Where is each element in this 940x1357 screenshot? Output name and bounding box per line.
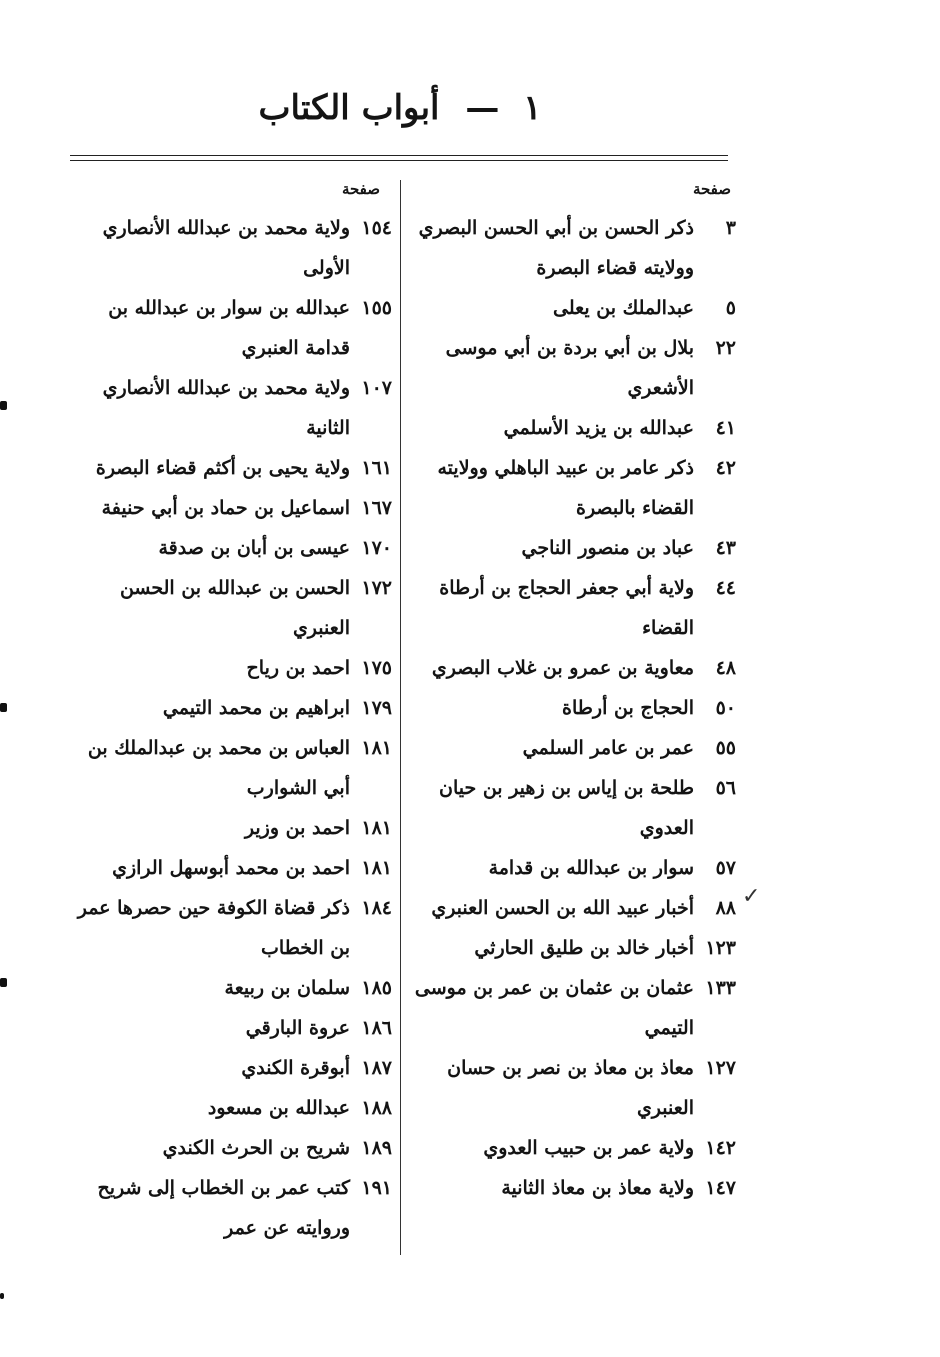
toc-page-number: ١٨٩ xyxy=(361,1137,392,1159)
toc-entry-title: احمد بن وزير xyxy=(244,817,350,839)
margin-mark xyxy=(0,401,7,410)
toc-entry-title: عبدالملك بن يعلى xyxy=(553,297,694,319)
toc-entry xyxy=(70,1128,392,1168)
toc-entry xyxy=(70,528,392,568)
toc-entry-title: عروة البارقي xyxy=(245,1017,350,1039)
toc-entry xyxy=(70,1008,392,1048)
toc-page-number: ٤٤ xyxy=(715,577,736,599)
toc-entry xyxy=(408,648,736,688)
toc-page-number: ١٨٤ xyxy=(361,897,392,919)
toc-entry xyxy=(408,288,736,328)
toc-entry xyxy=(70,1088,392,1128)
toc-entry-title: ذكر الحسن بن أبي الحسن البصري وولايته قضاء البصرة xyxy=(418,217,694,279)
toc-entry xyxy=(408,448,736,528)
toc-entry-title: ولاية محمد بن عبدالله الأنصاري الأولى xyxy=(102,217,350,279)
toc-entry-title: ذكر عامر بن عبيد الباهلي وولايته القضاء بالبصرة xyxy=(437,457,694,519)
toc-page-number: ٥٧ xyxy=(715,857,736,879)
toc-entry xyxy=(70,288,392,368)
toc-page-number: ١٤٧ xyxy=(705,1177,736,1199)
toc-entry-title: عبدالله بن يزيد الأسلمي xyxy=(503,417,694,439)
toc-entry xyxy=(408,728,736,768)
toc-entry-title: أخبار خالد بن طليق الحارثي xyxy=(474,937,694,959)
toc-entry xyxy=(408,888,736,928)
toc-entry xyxy=(70,968,392,1008)
toc-page-number: ٥ xyxy=(725,297,736,319)
right-column-header: صفحة xyxy=(692,180,731,198)
toc-page-number: ٢٢ xyxy=(715,337,736,359)
toc-entry xyxy=(70,728,392,808)
toc-entry xyxy=(70,568,392,648)
left-entry-list xyxy=(70,208,392,1248)
toc-entry xyxy=(408,1128,736,1168)
toc-page-number: ٤٨ xyxy=(715,657,736,679)
toc-page-number: ١٢٧ xyxy=(705,1057,736,1079)
toc-entry xyxy=(70,688,392,728)
toc-entry-title: احمد بن محمد أبوسهل الرازي xyxy=(112,857,350,879)
toc-entry xyxy=(70,368,392,448)
toc-entry xyxy=(70,888,392,968)
toc-entry xyxy=(408,328,736,408)
toc-entry xyxy=(408,408,736,448)
toc-page-number: ١٦٧ xyxy=(361,497,392,519)
title-rule-bottom xyxy=(70,160,728,161)
toc-entry-title: ولاية عمر بن حبيب العدوي xyxy=(483,1137,694,1159)
title-number: ١ xyxy=(523,88,542,128)
toc-entry-title: عبدالله بن سوار بن عبدالله بن قدامة العنبري xyxy=(108,297,350,359)
toc-page-number: ١٧٢ xyxy=(361,577,392,599)
toc-entry-title: ولاية أبي جعفر الحجاج بن أرطاة القضاء xyxy=(439,577,694,639)
toc-page-number: ١٦١ xyxy=(361,457,392,479)
toc-page-number: ١٣٣ xyxy=(705,977,736,999)
toc-page-number: ١٥٤ xyxy=(361,217,392,239)
toc-entry-title: سوار بن عبدالله بن قدامة xyxy=(488,857,694,879)
toc-page-number: ٤٣ xyxy=(715,537,736,559)
left-column xyxy=(70,176,392,1248)
toc-entry-title: الحجاج بن أرطاة xyxy=(562,697,694,719)
toc-entry-title: ابراهيم بن محمد التيمي xyxy=(162,697,350,719)
toc-page-number: ١٠٧ xyxy=(361,377,392,399)
toc-entry xyxy=(408,208,736,288)
toc-entry xyxy=(70,648,392,688)
toc-page-number: ١٨٥ xyxy=(361,977,392,999)
toc-page-number: ١٨١ xyxy=(361,857,392,879)
toc-page-number: ٥٥ xyxy=(715,737,736,759)
toc-entry xyxy=(408,968,736,1048)
toc-page-number: ١٧٩ xyxy=(361,697,392,719)
toc-page-number: ١٨٨ xyxy=(361,1097,392,1119)
margin-mark xyxy=(0,703,7,712)
toc-entry-title: بلال بن أبي بردة بن أبي موسى الأشعري xyxy=(445,337,694,399)
toc-page-number: ١٩١ xyxy=(361,1177,392,1199)
toc-entry-title: ولاية معاذ بن معاذ الثانية xyxy=(501,1177,694,1199)
toc-entry-title: عمر بن عامر السلمي xyxy=(522,737,694,759)
toc-entry xyxy=(70,1168,392,1248)
right-entry-list xyxy=(408,208,736,1208)
toc-page-number: ١٨٦ xyxy=(361,1017,392,1039)
toc-entry xyxy=(70,488,392,528)
toc-entry-title: ذكر قضاة الكوفة حين حصرها عمر بن الخطاب xyxy=(77,897,350,959)
toc-page-number: ١٧٥ xyxy=(361,657,392,679)
toc-entry xyxy=(70,208,392,288)
toc-entry xyxy=(408,1168,736,1208)
toc-entry-title: عبدالله بن مسعود xyxy=(207,1097,350,1119)
check-mark: ✓ xyxy=(742,884,761,909)
toc-page-number: ١٥٥ xyxy=(361,297,392,319)
toc-entry xyxy=(408,568,736,648)
toc-entry-title: احمد بن رياح xyxy=(246,657,350,679)
toc-entry-title: كتب عمر بن الخطاب إلى شريح وروايته عن عمر xyxy=(97,1177,350,1239)
toc-entry-title: أبوقرة الكندي xyxy=(241,1057,350,1079)
toc-entry-title: معاوية بن عمرو بن غلاب البصري xyxy=(431,657,694,679)
toc-entry-title: ولاية يحيى بن أكثم قضاء البصرة xyxy=(95,457,350,479)
toc-page-number: ١٨١ xyxy=(361,817,392,839)
title-dash: — xyxy=(465,88,500,128)
toc-entry-title: طلحة بن إياس بن زهير بن حيان العدوي xyxy=(439,777,694,839)
column-divider xyxy=(400,180,401,1255)
toc-page-number: ٤١ xyxy=(715,417,736,439)
toc-entry-title: أخبار عبيد الله بن الحسن العنبري xyxy=(431,897,694,919)
toc-entry-title: العباس بن محمد بن عبدالملك بن أبي الشوارب xyxy=(87,737,350,799)
toc-entry xyxy=(70,808,392,848)
toc-entry-title: عباد بن منصور الناجي xyxy=(521,537,694,559)
page-title xyxy=(240,88,560,128)
toc-entry xyxy=(408,528,736,568)
toc-entry xyxy=(70,448,392,488)
toc-entry xyxy=(408,768,736,848)
toc-page-number: ٨٨ xyxy=(715,897,736,919)
toc-entry-title: اسماعيل بن حماد بن أبي حنيفة xyxy=(101,497,350,519)
toc-page-number: ١٨٧ xyxy=(361,1057,392,1079)
toc-entry xyxy=(408,848,736,888)
toc-entry-title: معاذ بن معاذ بن نصر بن حسان العنبري xyxy=(447,1057,694,1119)
toc-entry-title: شريح بن الحرث الكندي xyxy=(162,1137,350,1159)
toc-page-number: ٣ xyxy=(725,217,736,239)
toc-entry xyxy=(70,1048,392,1088)
toc-page-number: ٥٦ xyxy=(715,777,736,799)
toc-entry-title: عثمان بن عثمان بن عمر بن موسى التيمي xyxy=(414,977,694,1039)
toc-page-number: ١٤٢ xyxy=(705,1137,736,1159)
toc-page-number: ١٨١ xyxy=(361,737,392,759)
toc-entry-title: سلمان بن ربيعة xyxy=(224,977,350,999)
toc-entry xyxy=(408,1048,736,1128)
toc-page-number: ٤٢ xyxy=(715,457,736,479)
toc-entry xyxy=(408,928,736,968)
left-column-header: صفحة xyxy=(341,180,380,198)
margin-mark xyxy=(0,978,7,987)
toc-entry-title: ولاية محمد بن عبدالله الأنصاري الثانية xyxy=(102,377,350,439)
toc-page-number: ١٧٠ xyxy=(361,537,392,559)
title-text: أبواب الكتاب xyxy=(258,88,440,128)
toc-page-number: ١٢٣ xyxy=(705,937,736,959)
title-rule-top xyxy=(70,155,728,156)
margin-mark xyxy=(0,1293,4,1299)
toc-page-number: ٥٠ xyxy=(715,697,736,719)
right-column xyxy=(408,176,736,1208)
toc-entry xyxy=(70,848,392,888)
toc-entry-title: عيسى بن أبان بن صدقة xyxy=(158,537,350,559)
toc-entry-title: الحسن بن عبدالله بن الحسن العنبري xyxy=(119,577,350,639)
toc-entry xyxy=(408,688,736,728)
